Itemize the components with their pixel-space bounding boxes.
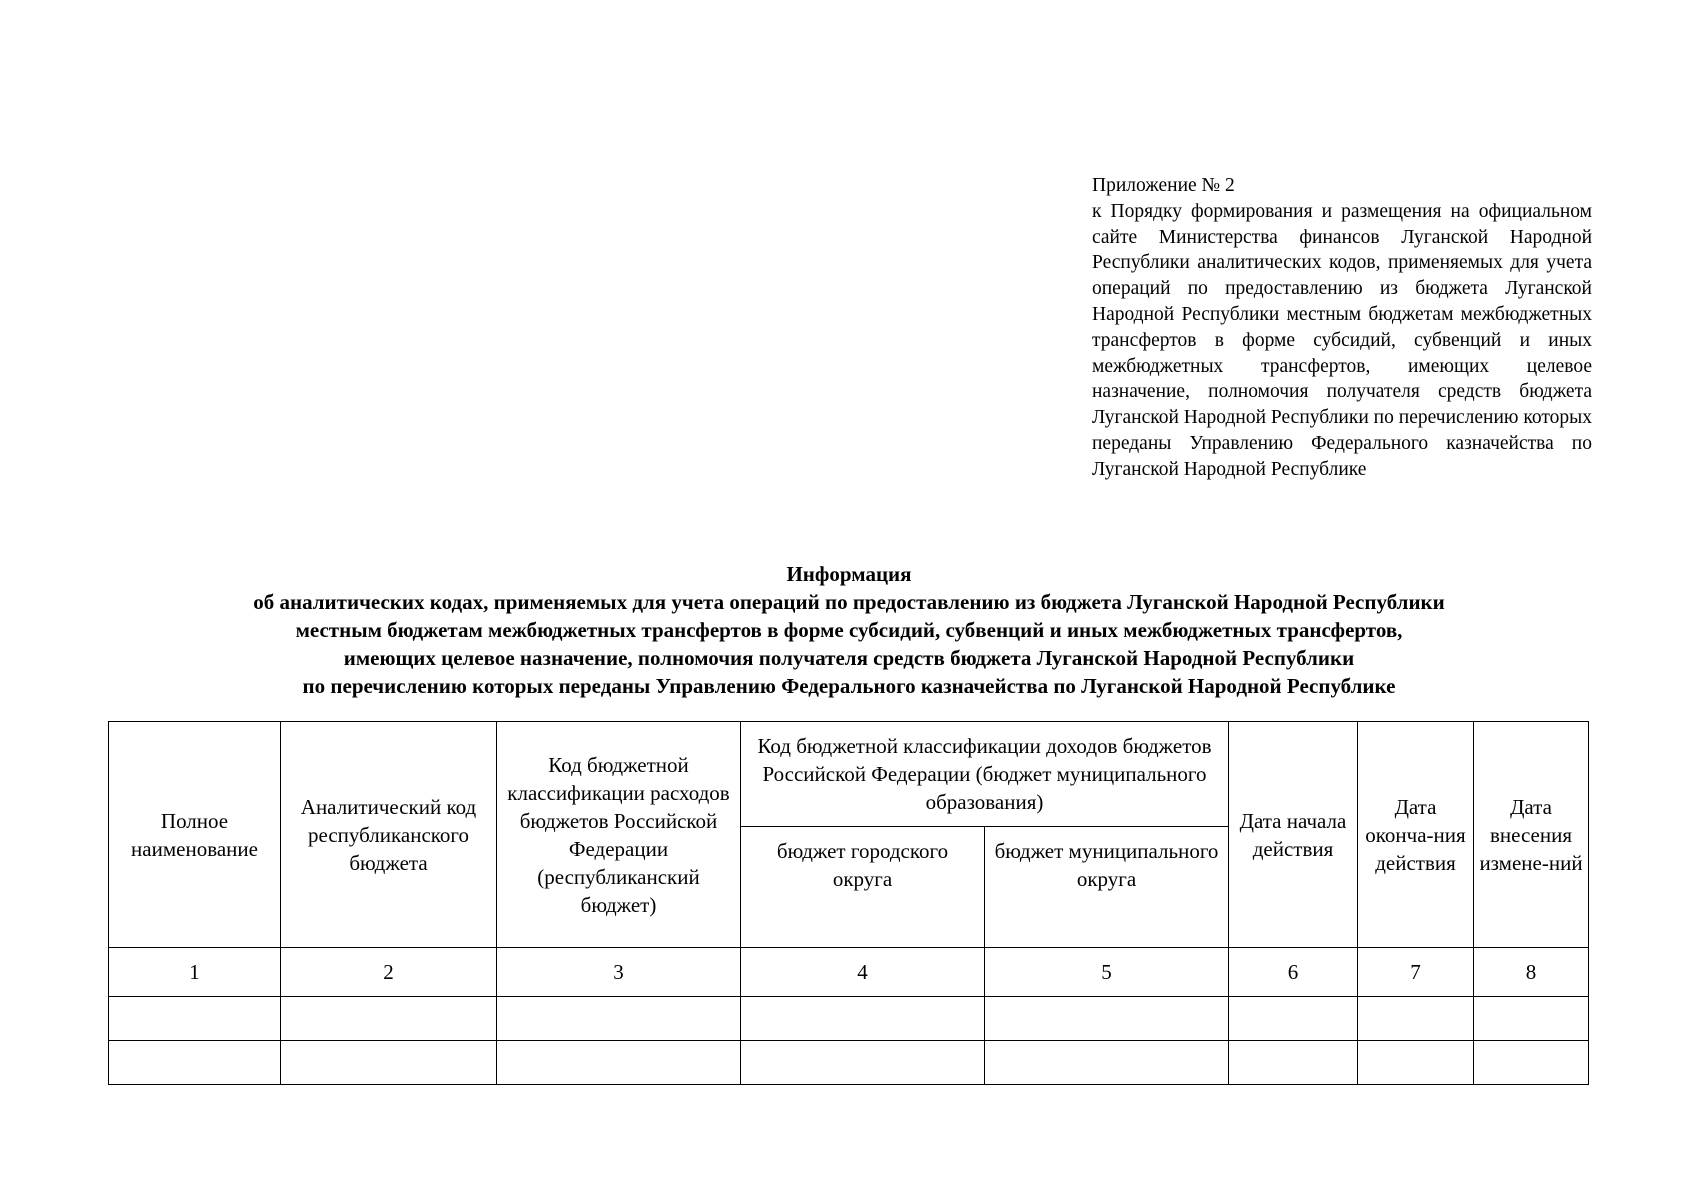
table-cell [1229,997,1358,1041]
table-cell [741,1041,985,1085]
appendix-text: к Порядку формирования и размещения на официальном сайте Министерства финансов Луганской Народной Республики аналитических кодов, применяемых для учета операций по предоставлению из бюджета Луганской Народной Республики местным бюджетам межбюджетных трансфертов в форме субсидий, субвенций и иных межбюджетных трансфертов, имеющих целевое назначение, полномочия получателя средств бюджета Луганской Народной Республики по перечислению которых переданы Управлению Федерального казначейства по Луганской Народной Республике [1092,200,1592,480]
heading-title: Информация [786,562,912,586]
heading-line: по перечислению которых переданы Управлению Федерального казначейства по Луганской Народной Республике [302,674,1396,698]
appendix-block [1092,173,1592,483]
table-cell [1474,997,1589,1041]
table-cell [985,1041,1229,1085]
heading-line: местным бюджетам межбюджетных трансфертов в форме субсидий, субвенций и иных межбюджетных трансфертов, [295,618,1403,642]
column-number: 6 [1229,948,1358,997]
table-cell [1229,1041,1358,1085]
header-change-date: Дата внесения измене-ний [1474,722,1589,948]
column-number: 7 [1358,948,1474,997]
table-row [109,997,1589,1041]
table-cell [497,1041,741,1085]
table-cell [281,1041,497,1085]
table-cell [1358,997,1474,1041]
heading-line: имеющих целевое назначение, полномочия получателя средств бюджета Луганской Народной Республики [343,646,1355,670]
header-start-date: Дата начала действия [1229,722,1358,948]
table-cell [741,997,985,1041]
column-number: 2 [281,948,497,997]
header-city-budget: бюджет городского округа [741,827,985,948]
document-heading [108,560,1590,700]
header-analytic-code: Аналитический код республиканского бюджета [281,722,497,948]
table-cell [1358,1041,1474,1085]
header-municipal-budget: бюджет муниципального округа [985,827,1229,948]
table-cell [497,997,741,1041]
header-full-name: Полное наименование [109,722,281,948]
column-number: 5 [985,948,1229,997]
header-row [109,722,1589,827]
appendix-title: Приложение № 2 [1092,175,1235,196]
codes-table [108,721,1589,1085]
table-cell [109,997,281,1041]
heading-line: об аналитических кодах, применяемых для учета операций по предоставлению из бюджета Луганской Народной Республики [253,590,1445,614]
header-expense-code: Код бюджетной классификации расходов бюджетов Российской Федерации (республиканский бюджет) [497,722,741,948]
column-number: 1 [109,948,281,997]
column-number-row [109,948,1589,997]
column-number: 3 [497,948,741,997]
table-row [109,1041,1589,1085]
table-cell [985,997,1229,1041]
table-cell [109,1041,281,1085]
column-number: 8 [1474,948,1589,997]
column-number: 4 [741,948,985,997]
table-cell [1474,1041,1589,1085]
table-cell [281,997,497,1041]
header-end-date: Дата оконча-ния действия [1358,722,1474,948]
header-income-code-group: Код бюджетной классификации доходов бюджетов Российской Федерации (бюджет муниципального образования) [741,722,1229,827]
